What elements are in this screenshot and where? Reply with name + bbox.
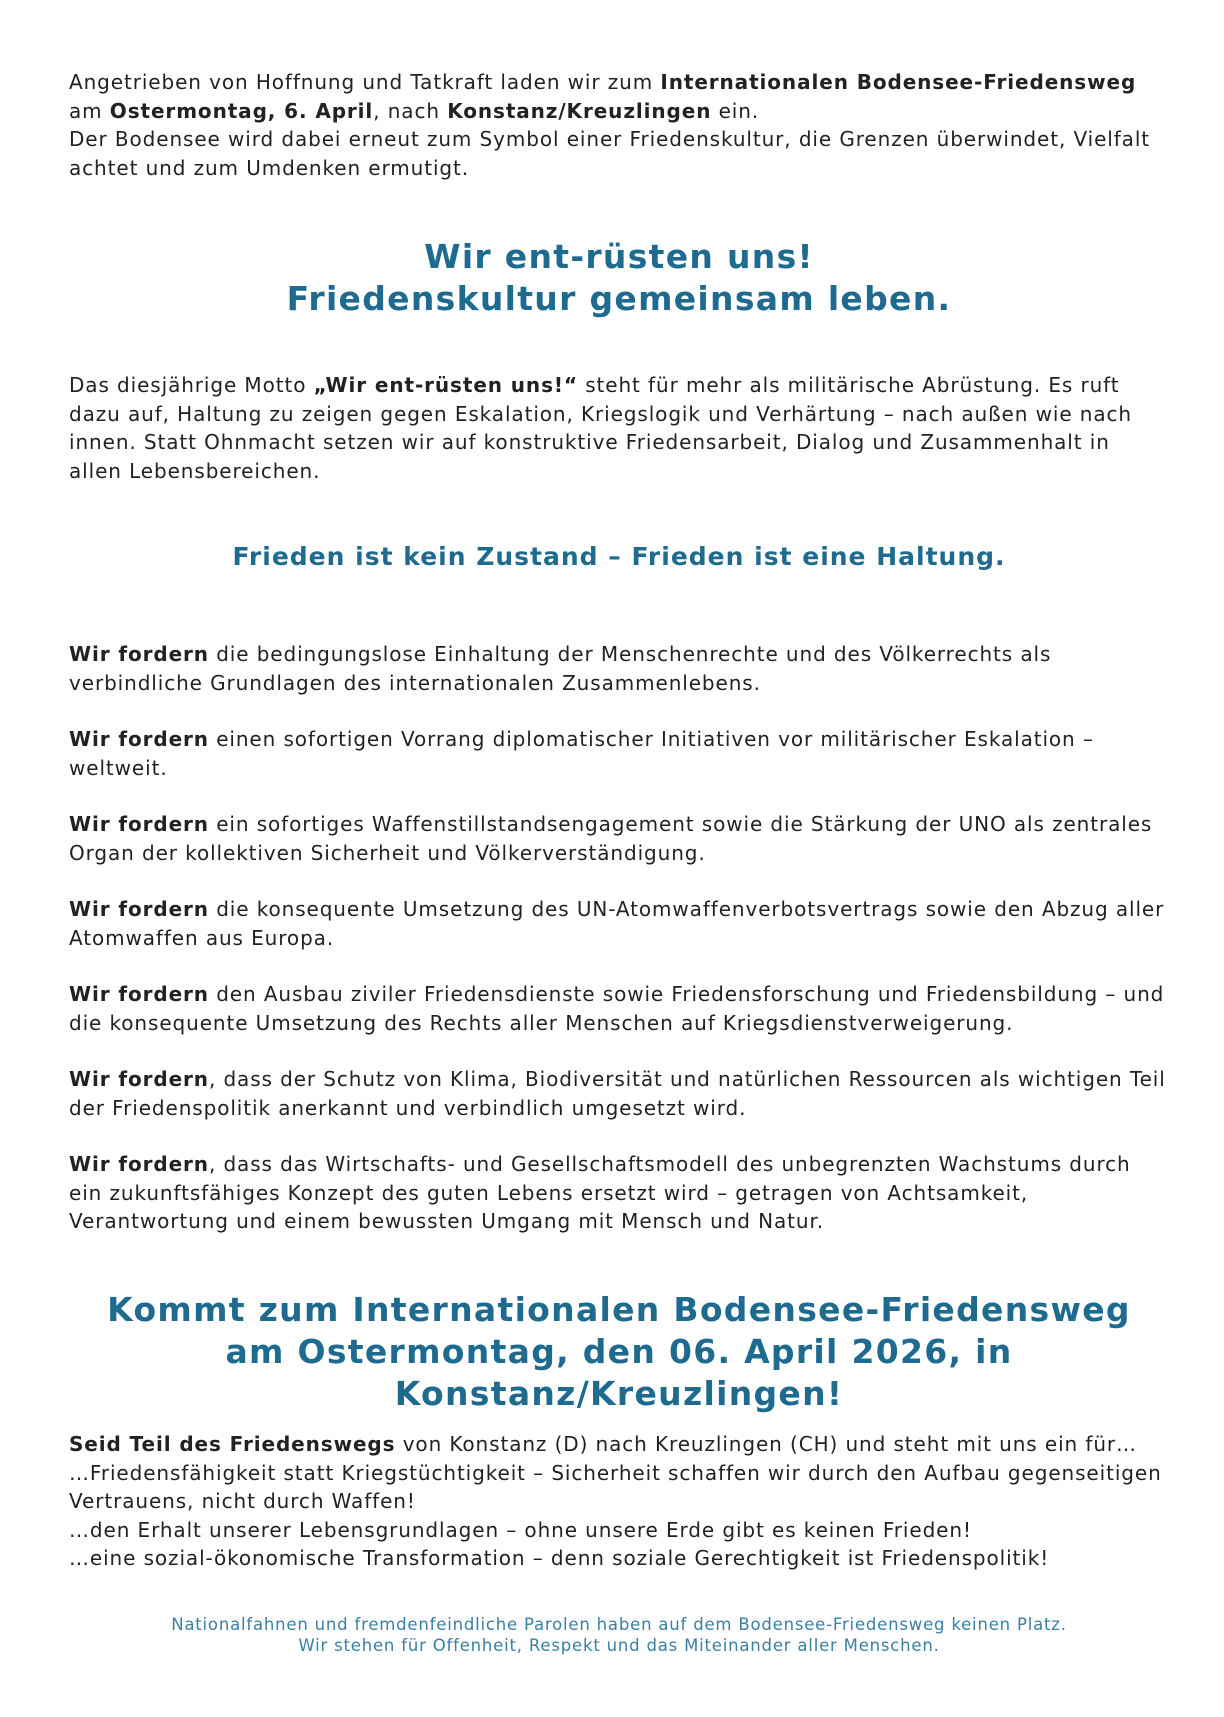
intro-text-4: ein. <box>711 98 760 123</box>
intro-paragraph <box>69 68 1169 182</box>
intro-text-1: Angetrieben von Hoffnung und Tatkraft laden wir zum <box>69 70 661 94</box>
demand-4 <box>69 895 1169 952</box>
motto-text-1: Das diesjährige Motto <box>69 373 314 397</box>
demand-text: , dass der Schutz von Klima, Biodiversität und natürlichen Ressourcen als wichtigen Teil der Friedenspolitik anerkannt und verbindlich umgesetzt wird. <box>69 1067 1166 1120</box>
heading-motto-line-1: Wir ent-rüsten uns! <box>424 237 814 276</box>
motto-quote: „Wir ent-rüsten uns!“ <box>313 373 578 397</box>
heading-invitation-line-2: am Ostermontag, den 06. April 2026, in Konstanz/Kreuzlingen! <box>225 1332 1013 1413</box>
demand-text: einen sofortigen Vorrang diplomatischer Initiativen vor militärischer Eskalation – weltweit. <box>69 727 1094 780</box>
demand-1 <box>69 640 1169 697</box>
callout-lead: Seid Teil des Friedenswegs <box>69 1432 396 1456</box>
footer-line-2: Wir stehen für Offenheit, Respekt und das Miteinander aller Menschen. <box>298 1636 940 1655</box>
demand-paragraph <box>69 1150 1169 1236</box>
demand-paragraph <box>69 810 1169 867</box>
demand-lead: Wir fordern <box>69 897 209 921</box>
motto-paragraph <box>69 371 1169 485</box>
motto-text-2: steht für mehr als militärische Abrüstung. Es ruft dazu auf, Haltung zu zeigen gegen Eskalation, Kriegslogik und Verhärtung – nach außen wie nach innen. Statt Ohnmacht setzen wir auf konstruktive Friedensarbeit, Dialog und Zusammenhalt in allen Lebensbereichen. <box>69 373 1132 483</box>
heading-attitude <box>69 542 1169 572</box>
heading-motto-line-2: Friedenskultur gemeinsam leben. <box>286 279 952 318</box>
callout-item: …den Erhalt unserer Lebensgrundlagen – ohne unsere Erde gibt es keinen Frieden! <box>69 1517 972 1542</box>
callout-text: von Konstanz (D) nach Kreuzlingen (CH) und steht mit uns ein für… <box>395 1432 1137 1456</box>
demand-text: die bedingungslose Einhaltung der Menschenrechte und des Völkerrechts als verbindliche Grundlagen des internationalen Zusammenlebens. <box>69 642 1052 695</box>
intro-section <box>69 68 1169 182</box>
motto-section <box>69 371 1169 485</box>
demand-3 <box>69 810 1169 867</box>
demand-2 <box>69 725 1169 782</box>
footer-line-1: Nationalfahnen und fremdenfeindliche Parolen haben auf dem Bodensee-Friedensweg keinen Platz. <box>171 1615 1067 1634</box>
demand-lead: Wir fordern <box>69 642 209 666</box>
demand-text: ein sofortiges Waffenstillstandsengagement sowie die Stärkung der UNO als zentrales Organ der kollektiven Sicherheit und Völkerverständigung. <box>69 812 1153 865</box>
demand-5 <box>69 980 1169 1037</box>
callout-section <box>69 1430 1169 1573</box>
demand-lead: Wir fordern <box>69 1067 209 1091</box>
heading-attitude-text: Frieden ist kein Zustand – Frieden ist eine Haltung. <box>232 542 1006 571</box>
intro-date: Ostermontag, 6. April <box>109 98 374 123</box>
demand-7 <box>69 1150 1169 1236</box>
footer-note <box>69 1614 1169 1656</box>
intro-text-2: am <box>69 98 110 123</box>
intro-event-name: Internationalen Bodensee-Friedensweg <box>660 70 1137 94</box>
intro-location: Konstanz/Kreuzlingen <box>447 98 712 123</box>
heading-invitation-line-1: Kommt zum Internationalen Bodensee-Friedensweg <box>107 1290 1131 1329</box>
demand-paragraph <box>69 1065 1169 1122</box>
intro-line-2: Der Bodensee wird dabei erneut zum Symbol einer Friedenskultur, die Grenzen überwindet, Vielfalt achtet und zum Umdenken ermutigt. <box>69 127 1151 180</box>
demand-6 <box>69 1065 1169 1122</box>
demand-lead: Wir fordern <box>69 982 209 1006</box>
callout-item: …Friedensfähigkeit statt Kriegstüchtigkeit – Sicherheit schaffen wir durch den Aufbau gegenseitigen Vertrauens, nicht durch Waffen! <box>69 1460 1162 1513</box>
demand-text: , dass das Wirtschafts- und Gesellschaftsmodell des unbegrenzten Wachstums durch ein zukunftsfähiges Konzept des guten Lebens ersetzt wird – getragen von Achtsamkeit, Verantwortung und einem bewussten Umgang mit Mensch und Natur. <box>69 1152 1131 1233</box>
demand-text: die konsequente Umsetzung des UN-Atomwaffenverbotsvertrags sowie den Abzug aller Atomwaffen aus Europa. <box>69 897 1165 950</box>
demand-text: den Ausbau ziviler Friedensdienste sowie Friedensforschung und Friedensbildung – und die konsequente Umsetzung des Rechts aller Menschen auf Kriegsdienstverweigerung. <box>69 982 1165 1035</box>
demand-lead: Wir fordern <box>69 812 209 836</box>
callout-paragraph <box>69 1430 1169 1573</box>
demand-paragraph <box>69 725 1169 782</box>
callout-item: …eine sozial-ökonomische Transformation – denn soziale Gerechtigkeit ist Friedenspolitik! <box>69 1546 1050 1570</box>
demand-lead: Wir fordern <box>69 727 209 751</box>
demand-paragraph <box>69 640 1169 697</box>
demand-paragraph <box>69 980 1169 1037</box>
intro-text-3: , nach <box>373 98 448 123</box>
heading-motto <box>69 236 1169 320</box>
demand-lead: Wir fordern <box>69 1152 209 1176</box>
heading-invitation <box>69 1289 1169 1415</box>
demand-paragraph <box>69 895 1169 952</box>
